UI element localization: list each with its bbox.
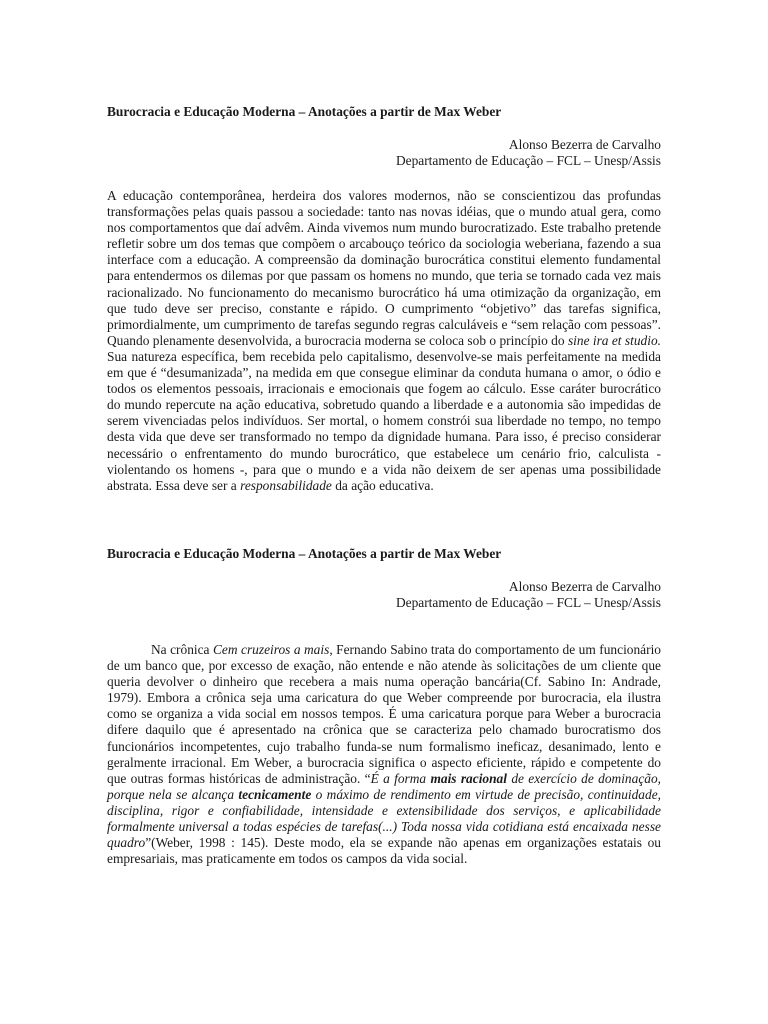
document-title: Burocracia e Educação Moderna – Anotações a partir de Max Weber [107,104,502,119]
article-title: Burocracia e Educação Moderna – Anotações a partir de Max Weber [107,546,502,561]
abstract-italic-phrase: sine ira et studio. [567,332,661,348]
abstract-paragraph [107,188,661,494]
article-text-part-1: Na crônica [151,642,213,657]
article-paragraph [107,642,661,867]
abstract-text-part-1: A educação contemporânea, herdeira dos valores modernos, não se conscientizou das profundas transformações pelas quais passou a sociedade: tanto nas novas idéias, que o mundo atual gera, como nos comportamentos que daí advêm. Ainda vivemos num mundo burocratizado. Este trabalho pretende refletir sobre um dos temas que compõem o arcabouço teórico da sociologia weberiana, fazendo a sua interface com a educação. A compreensão da dominação burocrática constitui elemento fundamental para entendermos os dilemas por que passam os homens no mundo, que teria se tornado cada vez mais racionalizado. No funcionamento do mecanismo burocrático há uma otimização da organização, em que tudo deve ser preciso, constante e rápido. O cumprimento “objetivo” das tarefas significa, primordialmente, um cumprimento de tarefas segundo regras calculáveis e “sem relação com pessoas”. Quando plenamente desenvolvida, a burocracia moderna se coloca sob o princípio do [107,188,661,348]
article-text-part-3: ”(Weber, 1998 : 145). Deste modo, ela se expande não apenas em organizações estatais ou empresariais, mas praticamente em todos os campos da vida social. [107,835,661,867]
author-name: Alonso Bezerra de Carvalho [508,137,661,152]
abstract-text-part-3: da ação educativa. [331,477,434,493]
abstract-italic-word: responsabilidade [240,477,332,493]
abstract-text-part-2: Sua natureza específica, bem recebida pelo capitalismo, desenvolve-se mais perfeitamente na medida em que é “desumanizada”, na medida em que consegue eliminar da conduta humana o amor, o ódio e todos os elementos pessoais, irracionais e emocionais que fogem ao cálculo. Esse caráter burocrático do mundo repercute na ação educativa, sobretudo quando a liberdade e a autonomia são impedidas de serem vivenciadas pelos indivíduos. Ser mortal, o homem constrói sua liberdade no tempo, no tempo desta vida que deve ser transformado no tempo da dignidade humana. Para isso, é preciso considerar necessário o enfrentamento do mundo burocrático, que estabelece um cenário frio, calculista - violentando os homens -, para que o mundo e a vida não deixem de ser apenas uma possibilidade abstrata. Essa deve ser a [107,348,661,493]
article-author-department: Departamento de Educação – FCL – Unesp/Assis [395,595,661,610]
abstract-section [107,103,661,494]
quote-emphasis-1: mais racional [430,770,507,786]
quote-emphasis-2: tecnicamente [238,786,312,802]
quote-part-2: de exercício de dominação, porque nela se alcança [107,770,662,802]
article-section [107,545,661,867]
article-text-part-2: , Fernando Sabino trata do comportamento de um funcionário de um banco que, por excesso de exação, não entende e não atende às solicitações de um cliente que queria devolver o dinheiro que recebera a mais numa operação bancária(Cf. Sabino In: Andrade, 1979). Embora a crônica seja uma caricatura do que Weber compreende por burocracia, ela ilustra como se organiza a vida social em nossos tempos. É uma caricatura porque para Weber a burocracia difere daquilo que é apresentado na crônica que se caracteriza pelo chamado burocratismo dos funcionários incompetentes, cujo trabalho funda-se num formalismo ineficaz, desanimado, lento e geralmente irracional. Em Weber, a burocracia significa o aspecto eficiente, rápido e competente do que outras formas históricas de administração. “ [107,642,661,786]
author-department: Departamento de Educação – FCL – Unesp/Assis [395,153,661,168]
article-author-name: Alonso Bezerra de Carvalho [508,579,661,594]
quote-part-1: É a forma [370,770,431,786]
article-author-block [107,579,661,611]
quote-part-3: o máximo de rendimento em virtude de precisão, continuidade, disciplina, rigor e confiabilidade, intensidade e extensibilidade dos serviços, e aplicabilidade formalmente universal a todas espécies de tarefas(...) Toda nossa vida cotidiana está encaixada nesse quadro [107,786,661,851]
chronicle-title: Cem cruzeiros a mais [212,642,330,657]
author-block [107,137,661,169]
